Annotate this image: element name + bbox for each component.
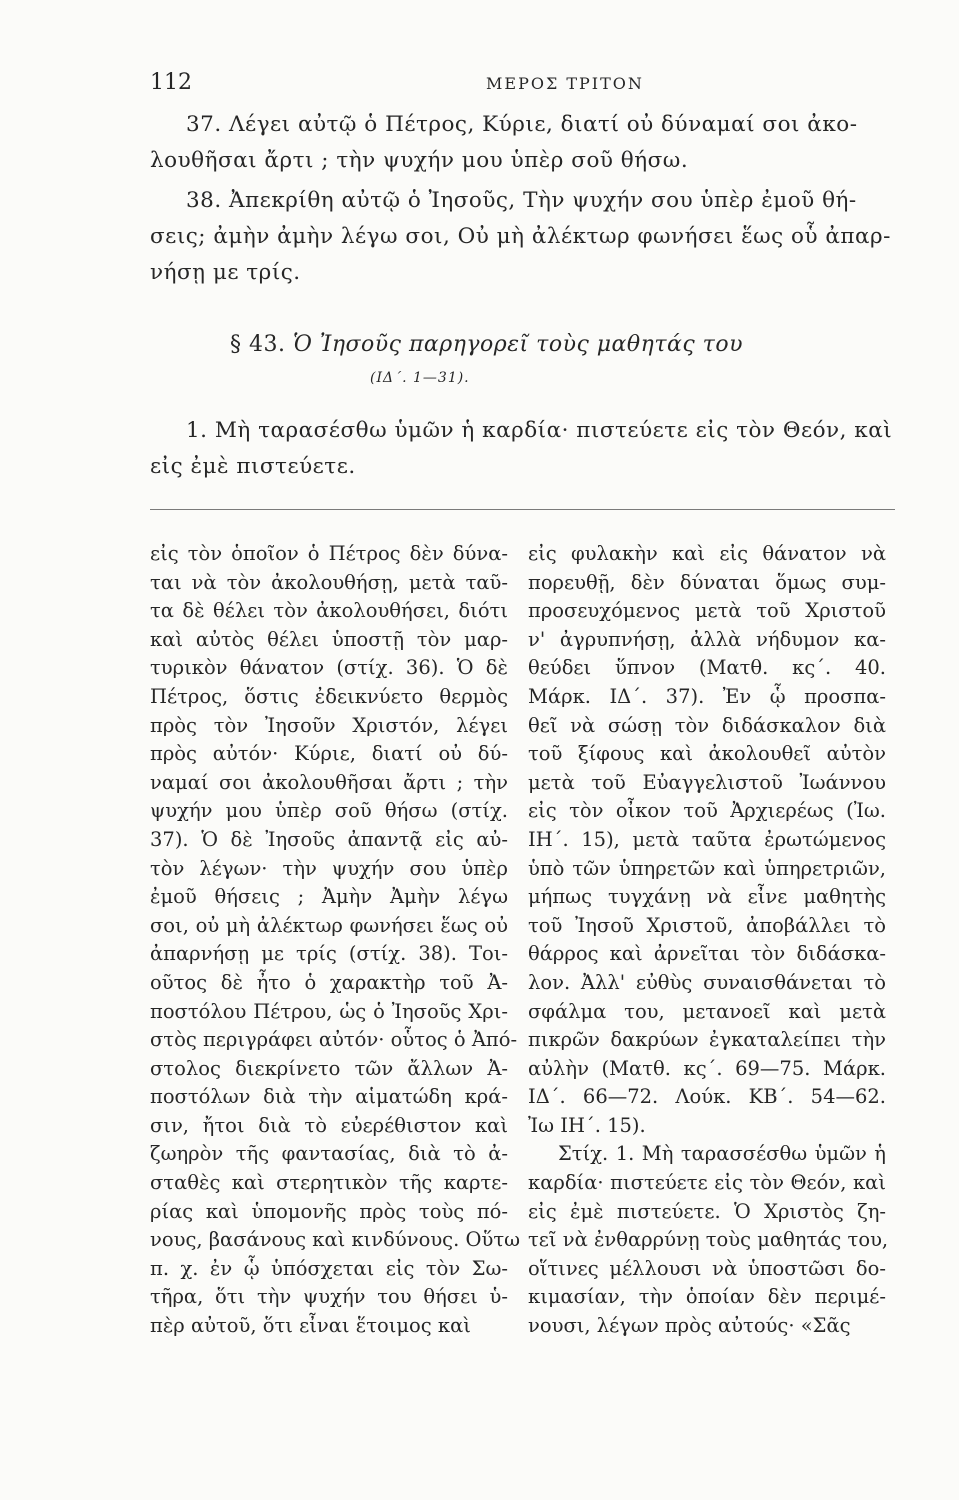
commentary-line: ὑπὸ τῶν ὑπηρετῶν καὶ ὑπηρετριῶν,	[528, 856, 886, 880]
commentary-line: ψυχήν μου ὑπὲρ σοῦ θήσω (στίχ.	[150, 799, 508, 823]
commentary-line: πορευθῇ, δὲν δύναται ὅμως συμ-	[528, 570, 886, 594]
commentary-line: ρίας καὶ ὑπομονῆς πρὸς τοὺς πό-	[150, 1199, 508, 1223]
page-number: 112	[150, 70, 192, 95]
verse-line: 38. Ἀπεκρίθη αὐτῷ ὁ Ἰησοῦς, Τὴν ψυχήν σου ὑπὲρ ἐμοῦ θή-	[186, 188, 857, 213]
section-reference: (ΙΔ΄. 1—31).	[370, 370, 470, 386]
section-title: Ὁ Ἰησοῦς παρηγορεῖ τοὺς μαθητάς του	[292, 332, 743, 357]
commentary-line: ν' ἀγρυπνήσῃ, ἀλλὰ νήδυμον κα-	[528, 627, 886, 651]
commentary-line: τὸν λέγων· τὴν ψυχήν σου ὑπὲρ	[150, 856, 508, 880]
commentary-line: νουσι, λέγων πρὸς αὐτούς· «Σᾶς	[528, 1314, 851, 1338]
commentary-line: ΙΗ΄. 15), μετὰ ταῦτα ἐρωτώμενος	[528, 827, 886, 851]
commentary-line: τυρικὸν θάνατον (στίχ. 36). Ὁ δὲ	[150, 656, 508, 680]
commentary-line: εἰς φυλακὴν καὶ εἰς θάνατον νὰ	[528, 542, 886, 565]
commentary-line: πὲρ αὐτοῦ, ὅτι εἶναι ἕτοιμος καὶ	[150, 1314, 471, 1338]
verse-line: 37. Λέγει αὐτῷ ὁ Πέτρος, Κύριε, διατί οὐ δύναμαί σοι ἀκο-	[186, 112, 858, 137]
commentary-line: ναμαί σοι ἀκολουθῆσαι ἄρτι ; τὴν	[150, 770, 508, 794]
commentary-left-column	[150, 540, 521, 1341]
commentary-line: σιν, ἤτοι διὰ τὸ εὐερέθιστον καὶ	[150, 1113, 508, 1137]
divider-rule	[150, 509, 895, 510]
commentary-line: καρδία· πιστεύετε εἰς τὸν Θεόν, καὶ	[528, 1171, 886, 1195]
commentary-line: πικρῶν δακρύων ἐγκαταλείπει τὴν	[528, 1028, 886, 1052]
commentary-line: πρὸς αὐτόν· Κύριε, διατί οὐ δύ-	[150, 742, 508, 766]
commentary-line: τῆρα, ὅτι τὴν ψυχήν του θήσει ὑ-	[150, 1285, 508, 1309]
commentary-line: τεῖ νὰ ἐνθαρρύνῃ τοὺς μαθητάς του,	[528, 1228, 889, 1252]
commentary-line: ζωηρὸν τῆς φαντασίας, διὰ τὸ ἀ-	[150, 1142, 508, 1166]
commentary-line: θεῖ νὰ σώσῃ τὸν διδάσκαλον διὰ	[528, 713, 886, 737]
commentary-line: Πέτρος, ὅστις ἐδεικνύετο θερμὸς	[150, 684, 508, 708]
commentary-line: Ἰω ΙΗ΄. 15).	[528, 1113, 646, 1137]
commentary-line: εἰς τὸν οἶκον τοῦ Ἀρχιερέως (Ἰω.	[528, 799, 886, 823]
commentary-line: 37). Ὁ δὲ Ἰησοῦς ἀπαντᾷ εἰς αὐ-	[150, 827, 508, 851]
commentary-line: στολος διεκρίνετο τῶν ἄλλων Ἀ-	[150, 1056, 508, 1080]
section-heading	[230, 332, 743, 357]
commentary-line: θεύδει ὕπνον (Ματθ. κς΄. 40.	[528, 656, 886, 680]
commentary-line: εἰς τὸν ὁποῖον ὁ Πέτρος δὲν δύνα-	[150, 542, 508, 565]
commentary-line: σφάλμα του, μετανοεῖ καὶ μετὰ	[528, 999, 886, 1023]
commentary-line: θάρρος καὶ ἀρνεῖται τὸν διδάσκα-	[528, 942, 886, 966]
commentary-line: ποστόλων διὰ τὴν αἱματώδη κρά-	[150, 1085, 508, 1109]
commentary-line: αὐλὴν (Ματθ. κς΄. 69—75. Μάρκ.	[528, 1056, 886, 1080]
commentary-line: τοῦ Ἰησοῦ Χριστοῦ, ἀποβάλλει τὸ	[528, 913, 886, 937]
verse-line: λουθῆσαι ἄρτι ; τὴν ψυχήν μου ὑπὲρ σοῦ θήσω.	[150, 148, 689, 173]
verse-line: νήσῃ με τρίς.	[150, 260, 301, 285]
commentary-line: σοι, οὐ μὴ ἀλέκτωρ φωνήσει ἕως οὐ	[150, 913, 508, 937]
commentary-line: ται νὰ τὸν ἀκολουθήσῃ, μετὰ ταῦ-	[150, 570, 508, 594]
verse-line: εἰς ἐμὲ πιστεύετε.	[150, 454, 356, 479]
commentary-line: ποστόλου Πέτρου, ὡς ὁ Ἰησοῦς Χρι-	[150, 999, 508, 1023]
commentary-line: νους, βασάνους καὶ κινδύνους. Οὕτω	[150, 1228, 521, 1252]
commentary-line: μετὰ τοῦ Εὐαγγελιστοῦ Ἰωάννου	[528, 770, 886, 794]
commentary-line: οῦτος δὲ ἦτο ὁ χαρακτὴρ τοῦ Ἀ-	[150, 970, 508, 994]
commentary-line: μήπως τυγχάνῃ νὰ εἶνε μαθητὴς	[528, 885, 886, 909]
verse-1	[150, 413, 910, 485]
verse-38	[150, 183, 910, 291]
commentary-line: ἐμοῦ θήσεις ; Ἀμὴν Ἀμὴν λέγω	[150, 885, 508, 909]
commentary-line: προσευχόμενος μετὰ τοῦ Χριστοῦ	[528, 599, 886, 623]
commentary-line: καὶ αὐτὸς θέλει ὑποστῇ τὸν μαρ-	[150, 627, 508, 651]
running-head: ΜΕΡΟΣ ΤΡΙΤΟΝ	[486, 74, 644, 93]
commentary-line: σταθὲς καὶ στερητικὸν τῆς καρτε-	[150, 1171, 508, 1195]
section-mark: § 43.	[230, 332, 286, 357]
verse-line: 1. Μὴ ταρασέσθω ὑμῶν ἡ καρδία· πιστεύετε εἰς τὸν Θεόν, καὶ	[186, 418, 893, 443]
commentary-line: οἵτινες μέλλουσι νὰ ὑποστῶσι δο-	[528, 1256, 886, 1280]
commentary-right-column	[528, 540, 889, 1341]
commentary-line: Στίχ. 1. Μὴ ταρασσέσθω ὑμῶν ἡ	[558, 1142, 886, 1166]
commentary-line: π. χ. ἐν ᾧ ὑπόσχεται εἰς τὸν Σω-	[150, 1256, 508, 1280]
commentary-line: ΙΔ΄. 66—72. Λούκ. ΚΒ΄. 54—62.	[528, 1085, 886, 1109]
commentary-line: λον. Ἀλλ' εὐθὺς συναισθάνεται τὸ	[528, 970, 886, 994]
commentary-line: ἀπαρνήσῃ με τρίς (στίχ. 38). Τοι-	[150, 942, 508, 966]
commentary-line: τοῦ ξίφους καὶ ἀκολουθεῖ αὐτὸν	[528, 742, 886, 766]
verse-37	[150, 107, 910, 179]
commentary-line: κιμασίαν, τὴν ὁποίαν δὲν περιμέ-	[528, 1285, 886, 1309]
commentary-line: Μάρκ. ΙΔ΄. 37). Ἐν ᾧ προσπα-	[528, 684, 886, 708]
commentary-line: στὸς περιγράφει αὐτόν· οὗτος ὁ Ἀπό-	[150, 1028, 518, 1052]
commentary-line: εἰς ἐμὲ πιστεύετε. Ὁ Χριστὸς ζη-	[528, 1199, 886, 1223]
verse-line: σεις; ἀμὴν ἀμὴν λέγω σοι, Οὐ μὴ ἀλέκτωρ φωνήσει ἕως οὗ ἀπαρ-	[150, 224, 891, 249]
commentary-line: τα δὲ θέλει τὸν ἀκολουθήσει, διότι	[150, 599, 508, 623]
commentary-line: πρὸς τὸν Ἰησοῦν Χριστόν, λέγει	[150, 713, 508, 737]
